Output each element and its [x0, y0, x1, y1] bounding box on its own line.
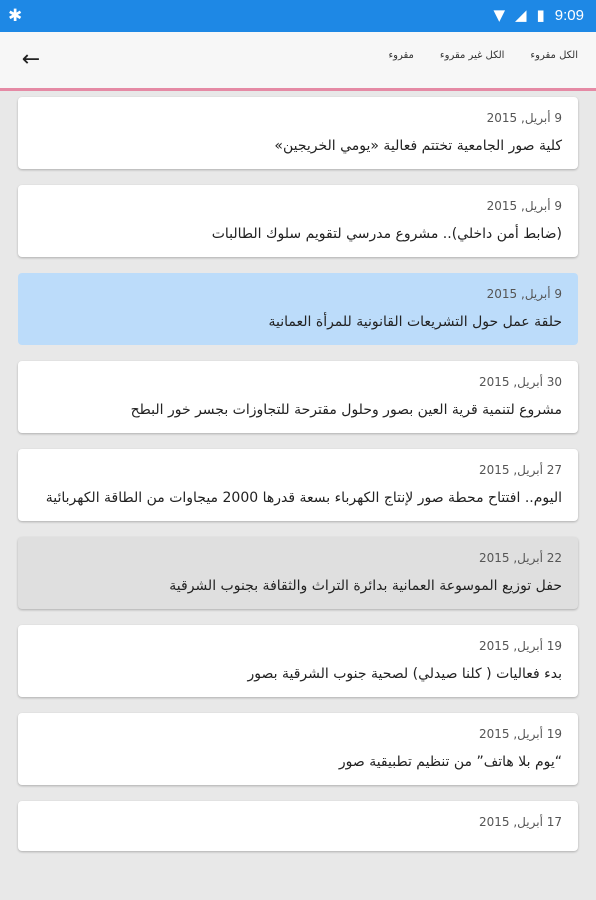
article-title: “يوم بلا هاتف” من تنظيم تطبيقية صور [338, 754, 562, 770]
article-title: حفل توزيع الموسوعة العمانية بدائرة التراث والثقافة بجنوب الشرقية [169, 578, 562, 594]
article-card[interactable] [18, 273, 578, 345]
article-card[interactable] [18, 713, 578, 785]
battery-icon: ▮ [536, 6, 545, 24]
article-date: 9 أبريل, 2015 [486, 199, 562, 213]
article-title: مشروع لتنمية قرية العين بصور وحلول مقترحة للتجاوزات بجسر خور البطح [130, 402, 562, 418]
status-icons [493, 6, 584, 24]
article-title: كلية صور الجامعية تختتم فعالية «يومي الخريجين» [274, 138, 562, 154]
article-card[interactable] [18, 185, 578, 257]
article-title: حلقة عمل حول التشريعات القانونية للمرأة العمانية [268, 314, 562, 330]
tab-all-unread[interactable]: الكل غير مقروء [439, 50, 505, 61]
status-bar [0, 0, 596, 32]
article-card[interactable] [18, 625, 578, 697]
filter-tabs [388, 50, 578, 61]
article-card[interactable] [18, 537, 578, 609]
article-date: 27 أبريل, 2015 [479, 463, 562, 477]
article-title: اليوم.. افتتاح محطة صور لإنتاج الكهرباء بسعة قدرها 2000 ميجاوات من الطاقة الكهربائية [45, 490, 562, 506]
article-date: 19 أبريل, 2015 [479, 727, 562, 741]
article-title: بدء فعاليات ( كلنا صيدلي) لصحية جنوب الشرقية بصور [247, 666, 562, 682]
article-date: 30 أبريل, 2015 [479, 375, 562, 389]
tab-read[interactable]: مقروء [388, 50, 414, 61]
article-card[interactable] [18, 801, 578, 851]
article-date: 9 أبريل, 2015 [486, 287, 562, 301]
wifi-icon: ▼ [493, 6, 505, 24]
article-card[interactable] [18, 449, 578, 521]
signal-icon: ◢ [514, 6, 527, 24]
article-date: 19 أبريل, 2015 [479, 639, 562, 653]
article-title: (ضابط أمن داخلي).. مشروع مدرسي لتقويم سلوك الطالبات [211, 226, 562, 242]
article-date: 17 أبريل, 2015 [479, 815, 562, 829]
app-bar [0, 32, 596, 91]
clock: 9:09 [554, 6, 584, 24]
notification-gear-icon: ✱ [8, 6, 23, 26]
article-date: 9 أبريل, 2015 [486, 111, 562, 125]
article-list [18, 97, 578, 867]
article-card[interactable] [18, 97, 578, 169]
tab-all-read[interactable]: الكل مقروء [530, 50, 578, 61]
article-date: 22 أبريل, 2015 [479, 551, 562, 565]
article-card[interactable] [18, 361, 578, 433]
back-arrow-icon[interactable]: ← [21, 46, 41, 72]
